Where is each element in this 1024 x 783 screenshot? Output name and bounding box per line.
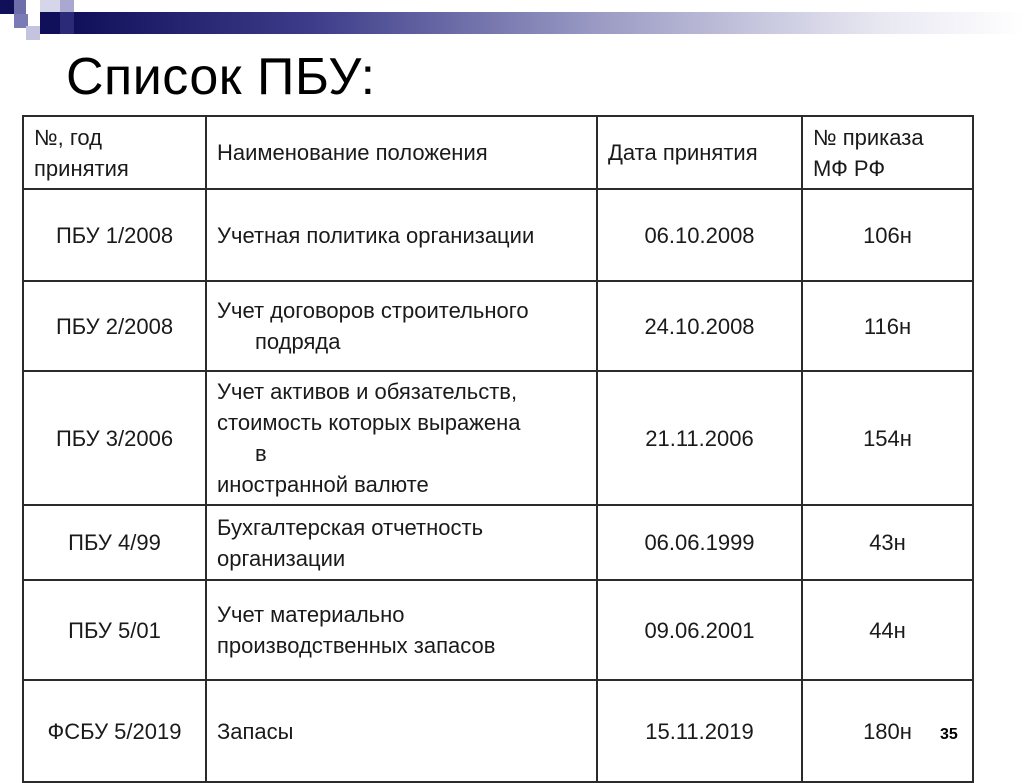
cell-adoption-date: 06.06.1999 [597, 505, 802, 580]
cell-order-number: 44н [802, 580, 973, 680]
page-title: Список ПБУ: [66, 48, 376, 106]
name-line: организации [217, 545, 346, 571]
header-order [802, 116, 973, 189]
name-line: стоимость которых выражена [217, 410, 521, 435]
name-line: в [255, 441, 267, 466]
name-line: иностранной валюте [217, 472, 429, 497]
pbu-table [22, 115, 974, 783]
header-number-year [23, 116, 206, 189]
cell-standard-name [206, 580, 597, 680]
decorative-header-banner [0, 0, 1024, 44]
cell-standard-number: ПБУ 4/99 [23, 505, 206, 580]
cell-order-number: 116н [802, 281, 973, 371]
name-line: Учетная политика организации [217, 222, 535, 248]
cell-adoption-date: 09.06.2001 [597, 580, 802, 680]
cell-standard-number: ПБУ 5/01 [23, 580, 206, 680]
table-row [23, 371, 973, 505]
name-line: Учет материально [217, 602, 405, 627]
decor-square [40, 0, 60, 12]
decor-square [40, 12, 60, 34]
header-number-line1: №, год [34, 124, 102, 150]
name-line: Бухгалтерская отчетность [217, 514, 484, 540]
name-line: подряда [255, 329, 341, 354]
gradient-bar [74, 12, 1024, 34]
name-line: Запасы [217, 718, 294, 744]
table-row [23, 505, 973, 580]
cell-adoption-date: 21.11.2006 [597, 371, 802, 505]
header-order-line2: МФ РФ [813, 155, 886, 181]
table-row [23, 580, 973, 680]
decor-square [14, 0, 26, 14]
cell-adoption-date: 15.11.2019 [597, 680, 802, 782]
table-header-row [23, 116, 973, 189]
cell-standard-name [206, 189, 597, 281]
cell-standard-number: ПБУ 1/2008 [23, 189, 206, 281]
cell-order-number: 180н [802, 680, 973, 782]
table-row [23, 281, 973, 371]
header-name: Наименование положения [206, 116, 597, 189]
name-line: Учет договоров строительного [217, 298, 529, 323]
slide-number: 35 [940, 726, 958, 743]
header-date: Дата принятия [597, 116, 802, 189]
cell-order-number: 106н [802, 189, 973, 281]
cell-standard-number: ПБУ 2/2008 [23, 281, 206, 371]
table-row [23, 189, 973, 281]
decor-square [60, 0, 74, 12]
cell-order-number: 154н [802, 371, 973, 505]
header-order-line1: № приказа [813, 124, 924, 150]
cell-adoption-date: 24.10.2008 [597, 281, 802, 371]
name-line: производственных запасов [217, 633, 496, 658]
decor-square [0, 0, 14, 14]
decor-square [26, 26, 40, 40]
cell-adoption-date: 06.10.2008 [597, 189, 802, 281]
cell-standard-name [206, 281, 597, 371]
cell-standard-name [206, 505, 597, 580]
header-number-line2: принятия [34, 155, 129, 181]
name-line: Учет активов и обязательств, [217, 379, 518, 404]
cell-order-number: 43н [802, 505, 973, 580]
cell-standard-number: ФСБУ 5/2019 [23, 680, 206, 782]
cell-standard-number: ПБУ 3/2006 [23, 371, 206, 505]
decor-square [60, 12, 74, 34]
cell-standard-name [206, 371, 597, 505]
